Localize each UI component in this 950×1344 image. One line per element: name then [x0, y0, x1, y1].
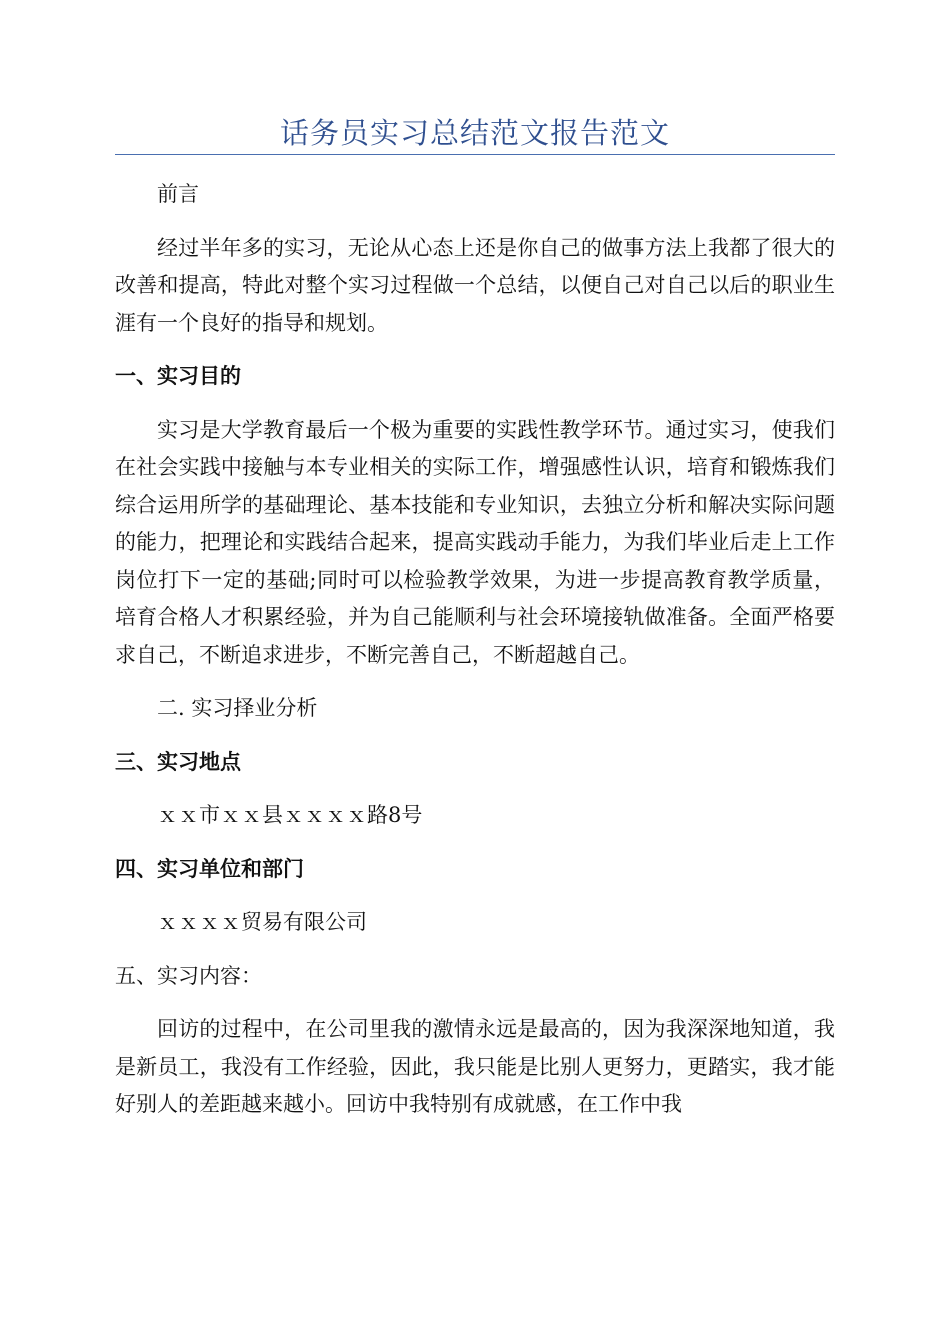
document-title: 话务员实习总结范文报告范文	[279, 116, 670, 150]
section-heading-organization: 四、实习单位和部门	[115, 856, 304, 881]
title-underline	[115, 154, 835, 155]
section-heading-career-analysis: 二. 实习择业分析	[157, 696, 318, 720]
content-paragraph: 回访的过程中，在公司里我的激情永远是最高的，因为我深深地知道，我是新员工，我没有工作经验，因此，我只能是比别人更努力，更踏实，我才能好别人的差距越来越小。回访中我特别有成就感，在工作中我	[115, 1017, 835, 1116]
location-paragraph: ｘｘ市ｘｘ县ｘｘｘｘ路8号	[157, 803, 423, 827]
document-body	[115, 176, 835, 1124]
organization-paragraph: ｘｘｘｘ贸易有限公司	[157, 910, 367, 934]
preface-paragraph: 经过半年多的实习，无论从心态上还是你自己的做事方法上我都了很大的改善和提高，特此对整个实习过程做一个总结，以便自己对自己以后的职业生涯有一个良好的指导和规划。	[115, 235, 835, 335]
preface-heading: 前言	[157, 182, 199, 206]
section-heading-content: 五、实习内容：	[115, 963, 262, 988]
purpose-paragraph: 实习是大学教育最后一个极为重要的实践性教学环节。通过实习，使我们在社会实践中接触与本专业相关的实际工作，增强感性认识，培育和锻炼我们综合运用所学的基础理论、基本技能和专业知识，去独立分析和解决实际问题的能力，把理论和实践结合起来，提高实践动手能力，为我们毕业后走上工作岗位打下一定的基础;同时可以检验教学效果，为进一步提高教育教学质量，培育合格人才积累经验，并为自己能顺利与社会环境接轨做准备。全面严格要求自己，不断追求进步，不断完善自己，不断超越自己。	[115, 417, 835, 667]
section-heading-purpose: 一、实习目的	[115, 364, 241, 388]
section-heading-location: 三、实习地点	[115, 749, 241, 774]
